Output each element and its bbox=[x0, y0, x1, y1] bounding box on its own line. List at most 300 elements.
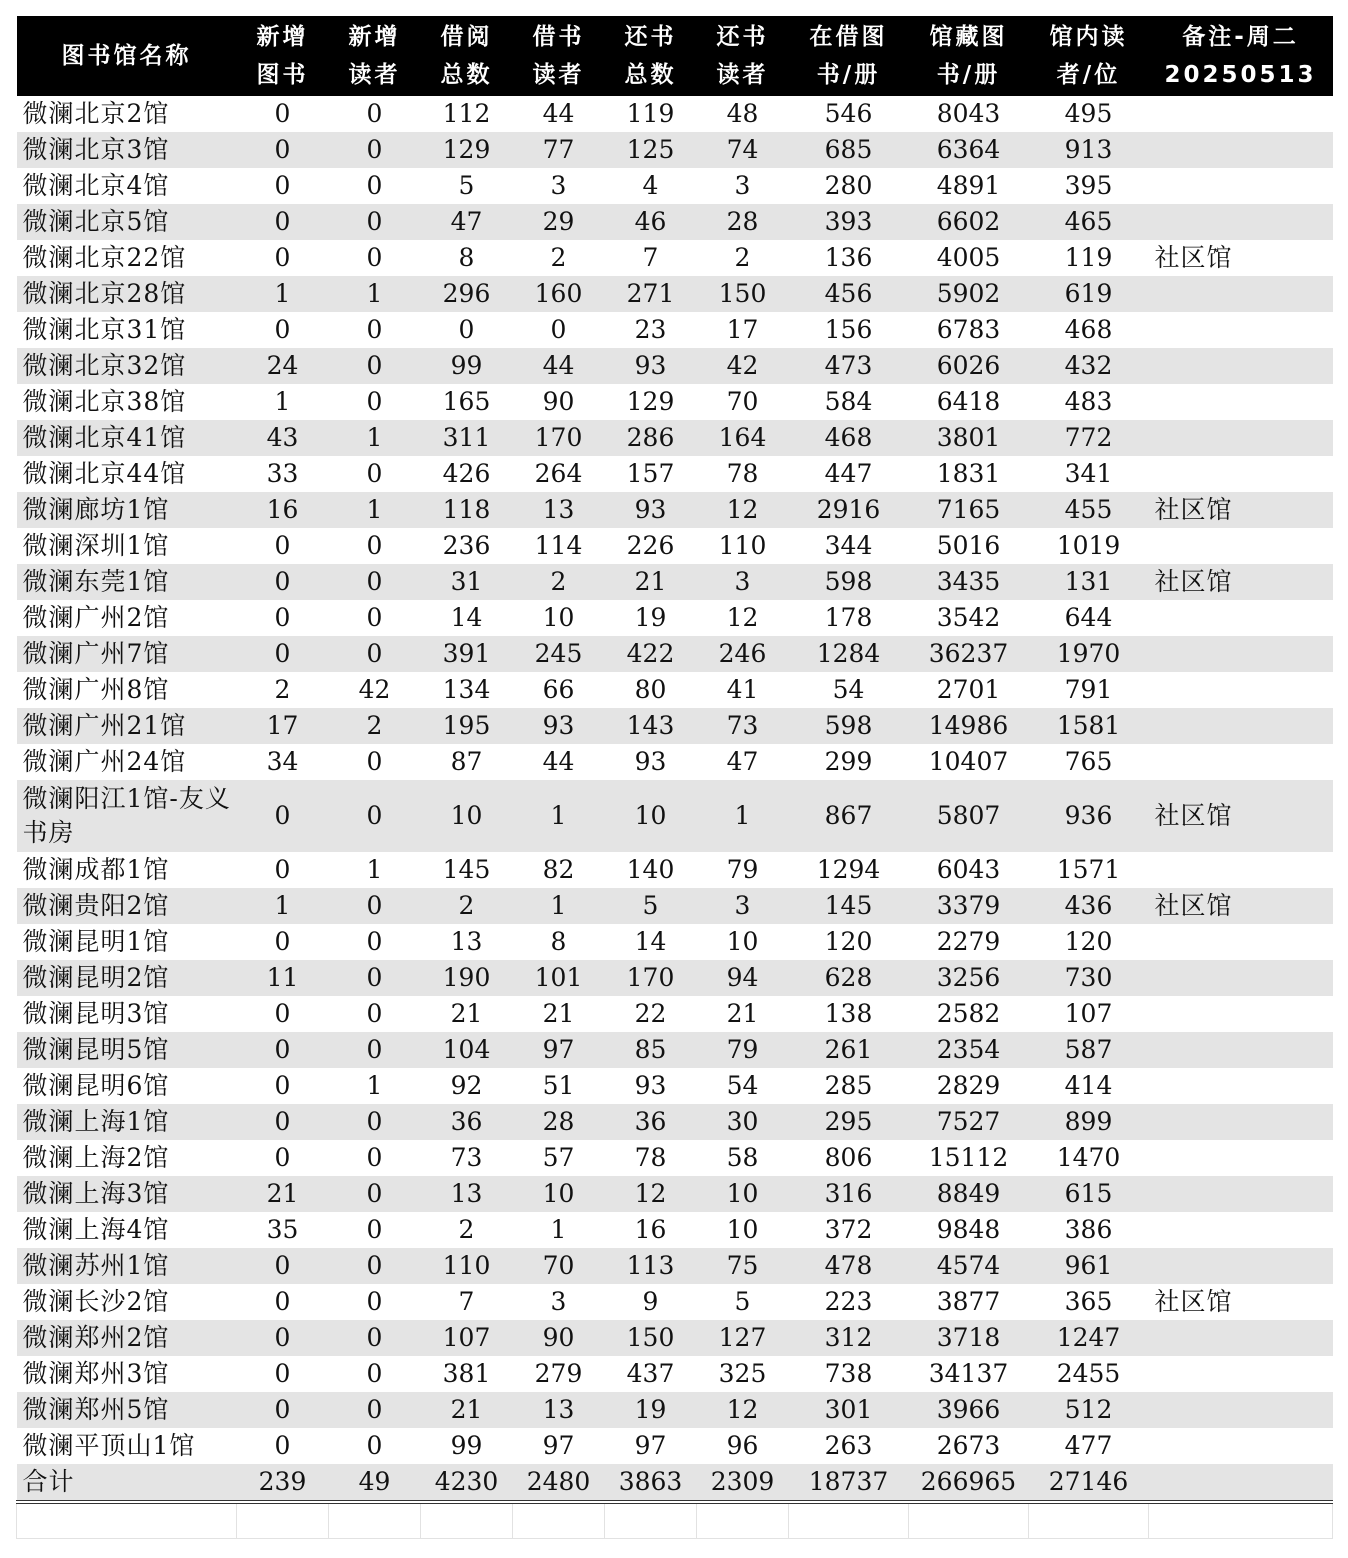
total-borrowed-cell: 2 bbox=[421, 888, 513, 924]
notes-cell bbox=[1149, 96, 1333, 132]
borrowing-readers-cell: 13 bbox=[513, 492, 605, 528]
new-readers-cell: 2 bbox=[329, 708, 421, 744]
collection-size-cell: 3435 bbox=[909, 564, 1029, 600]
borrowing-readers-cell: 93 bbox=[513, 708, 605, 744]
total-returned-cell: 22 bbox=[634, 999, 667, 1028]
total-borrowed-cell: 13 bbox=[450, 927, 483, 956]
books-on-loan-cell: 54 bbox=[832, 675, 865, 704]
collection-size-cell: 3877 bbox=[936, 1287, 1001, 1316]
notes-cell bbox=[1149, 1032, 1333, 1068]
table-row bbox=[17, 564, 1333, 600]
library-name-cell: 微澜上海3馆 bbox=[17, 1176, 237, 1212]
new-readers-cell: 0 bbox=[366, 603, 383, 632]
returning-readers-cell: 41 bbox=[726, 675, 759, 704]
table-row bbox=[17, 852, 1333, 888]
header-total-returned: 还书 总数 bbox=[605, 16, 697, 96]
books-on-loan-cell: 285 bbox=[824, 1071, 873, 1100]
borrowing-readers-cell: 2 bbox=[550, 243, 567, 272]
notes-cell bbox=[1149, 1392, 1333, 1428]
notes-cell bbox=[1149, 276, 1333, 312]
collection-size-cell: 6418 bbox=[936, 387, 1001, 416]
new-readers-cell: 0 bbox=[366, 243, 383, 272]
books-on-loan-cell: 685 bbox=[789, 132, 909, 168]
borrowing-readers-cell: 44 bbox=[542, 99, 575, 128]
books-on-loan-cell: 598 bbox=[789, 564, 909, 600]
total-borrowed-cell: 381 bbox=[442, 1359, 491, 1388]
new-readers-cell: 42 bbox=[358, 675, 391, 704]
new-readers-cell: 1 bbox=[366, 855, 383, 884]
notes-cell bbox=[1149, 1176, 1333, 1212]
total-borrowed-cell: 99 bbox=[421, 348, 513, 384]
notes-cell bbox=[1149, 924, 1333, 960]
total-returned-cell: 271 bbox=[605, 276, 697, 312]
collection-size-cell: 14986 bbox=[909, 708, 1029, 744]
empty-cell[interactable] bbox=[421, 1502, 513, 1539]
notes-cell: 社区馆 bbox=[1149, 492, 1333, 528]
new-readers-cell: 0 bbox=[329, 1032, 421, 1068]
notes-cell: 社区馆 bbox=[1149, 888, 1333, 924]
library-name-cell: 微澜上海4馆 bbox=[22, 1215, 170, 1244]
library-name-cell: 微澜东莞1馆 bbox=[17, 564, 237, 600]
borrowing-readers-cell: 10 bbox=[542, 603, 575, 632]
library-name-cell: 微澜北京3馆 bbox=[17, 132, 237, 168]
in-house-readers-cell: 107 bbox=[1064, 999, 1113, 1028]
table-row bbox=[17, 1212, 1333, 1248]
new-books-cell: 0 bbox=[274, 531, 291, 560]
library-name-cell: 微澜北京5馆 bbox=[17, 204, 237, 240]
in-house-readers-cell: 615 bbox=[1029, 1176, 1149, 1212]
new-books-cell: 0 bbox=[274, 603, 291, 632]
empty-cell[interactable] bbox=[909, 1502, 1029, 1539]
new-books-cell: 0 bbox=[274, 171, 291, 200]
total-borrowed-cell: 145 bbox=[442, 855, 491, 884]
borrowing-readers-cell: 10 bbox=[513, 1176, 605, 1212]
total-row bbox=[17, 1464, 1333, 1502]
notes-cell bbox=[1149, 1356, 1333, 1392]
total-returned-cell: 93 bbox=[634, 1071, 667, 1100]
new-readers-cell: 0 bbox=[366, 315, 383, 344]
table-row bbox=[17, 996, 1333, 1032]
new-readers-cell: 0 bbox=[329, 132, 421, 168]
new-readers-cell: 1 bbox=[329, 492, 421, 528]
total-returned-cell: 150 bbox=[605, 1320, 697, 1356]
notes-cell bbox=[1149, 708, 1333, 744]
table-row bbox=[17, 96, 1333, 132]
borrowing-readers-cell: 97 bbox=[542, 1431, 575, 1460]
new-books-cell: 33 bbox=[266, 459, 299, 488]
borrowing-readers-cell: 170 bbox=[513, 420, 605, 456]
notes-cell bbox=[1149, 744, 1333, 780]
library-name-cell: 微澜北京41馆 bbox=[17, 420, 237, 456]
collection-size-cell: 4574 bbox=[909, 1248, 1029, 1284]
collection-size-cell: 15112 bbox=[928, 1143, 1009, 1172]
library-name-cell: 微澜昆明6馆 bbox=[22, 1071, 170, 1100]
in-house-readers-cell: 936 bbox=[1029, 780, 1149, 852]
borrowing-readers-cell: 160 bbox=[513, 276, 605, 312]
returning-readers-cell: 73 bbox=[697, 708, 789, 744]
new-books-cell: 35 bbox=[266, 1215, 299, 1244]
total-returning-readers-cell: 2309 bbox=[697, 1464, 789, 1502]
returning-readers-cell: 246 bbox=[697, 636, 789, 672]
library-name-cell: 微澜贵阳2馆 bbox=[17, 888, 237, 924]
table-row bbox=[17, 672, 1333, 708]
in-house-readers-cell: 131 bbox=[1029, 564, 1149, 600]
borrowing-readers-cell: 90 bbox=[513, 1320, 605, 1356]
returning-readers-cell: 79 bbox=[697, 1032, 789, 1068]
books-on-loan-cell: 299 bbox=[824, 747, 873, 776]
collection-size-cell: 2354 bbox=[909, 1032, 1029, 1068]
new-readers-cell: 0 bbox=[366, 1431, 383, 1460]
new-books-cell: 0 bbox=[237, 1320, 329, 1356]
in-house-readers-cell: 899 bbox=[1029, 1104, 1149, 1140]
books-on-loan-cell: 138 bbox=[824, 999, 873, 1028]
notes-cell bbox=[1149, 960, 1333, 996]
notes-cell: 社区馆 bbox=[1149, 564, 1333, 600]
new-books-cell: 0 bbox=[237, 1104, 329, 1140]
books-on-loan-cell: 738 bbox=[824, 1359, 873, 1388]
total-returned-cell: 119 bbox=[626, 99, 675, 128]
table-row bbox=[17, 888, 1333, 924]
table-row bbox=[17, 924, 1333, 960]
total-total-borrowed-cell: 4230 bbox=[421, 1464, 513, 1502]
total-in-house-readers-cell: 27146 bbox=[1029, 1464, 1149, 1502]
notes-cell bbox=[1149, 420, 1333, 456]
empty-cell[interactable] bbox=[513, 1502, 605, 1539]
borrowing-readers-cell: 28 bbox=[513, 1104, 605, 1140]
borrowing-readers-cell: 21 bbox=[542, 999, 575, 1028]
collection-size-cell: 2829 bbox=[936, 1071, 1001, 1100]
returning-readers-cell: 2 bbox=[734, 243, 751, 272]
table-row bbox=[17, 1248, 1333, 1284]
new-books-cell: 2 bbox=[274, 675, 291, 704]
returning-readers-cell: 96 bbox=[726, 1431, 759, 1460]
empty-cell[interactable] bbox=[329, 1502, 421, 1539]
new-readers-cell: 0 bbox=[329, 564, 421, 600]
library-name-cell: 微澜北京28馆 bbox=[17, 276, 237, 312]
total-returned-cell: 93 bbox=[605, 492, 697, 528]
collection-size-cell: 3256 bbox=[909, 960, 1029, 996]
total-borrowed-cell: 134 bbox=[442, 675, 491, 704]
notes-cell bbox=[1149, 1320, 1333, 1356]
table-row bbox=[17, 600, 1333, 636]
books-on-loan-cell: 473 bbox=[789, 348, 909, 384]
returning-readers-cell: 3 bbox=[697, 564, 789, 600]
total-borrowed-cell: 165 bbox=[442, 387, 491, 416]
collection-size-cell: 6783 bbox=[936, 315, 1001, 344]
total-returned-cell: 286 bbox=[605, 420, 697, 456]
returning-readers-cell: 110 bbox=[718, 531, 767, 560]
borrowing-readers-cell: 2 bbox=[513, 564, 605, 600]
new-books-cell: 0 bbox=[237, 564, 329, 600]
in-house-readers-cell: 386 bbox=[1064, 1215, 1113, 1244]
table-row bbox=[17, 1356, 1333, 1392]
total-total-returned-cell: 3863 bbox=[605, 1464, 697, 1502]
header-library-name: 图书馆名称 bbox=[17, 16, 237, 96]
total-returned-cell: 226 bbox=[626, 531, 675, 560]
empty-cell[interactable] bbox=[237, 1502, 329, 1539]
returning-readers-cell: 58 bbox=[726, 1143, 759, 1172]
new-books-cell: 0 bbox=[237, 636, 329, 672]
collection-size-cell: 5807 bbox=[909, 780, 1029, 852]
in-house-readers-cell: 765 bbox=[1064, 747, 1113, 776]
total-new-readers-cell: 49 bbox=[329, 1464, 421, 1502]
in-house-readers-cell: 2455 bbox=[1056, 1359, 1121, 1388]
books-on-loan-cell: 867 bbox=[789, 780, 909, 852]
books-on-loan-cell: 598 bbox=[789, 708, 909, 744]
books-on-loan-cell: 456 bbox=[789, 276, 909, 312]
header-row bbox=[17, 16, 1333, 96]
collection-size-cell: 2279 bbox=[936, 927, 1001, 956]
new-books-cell: 0 bbox=[274, 855, 291, 884]
new-books-cell: 0 bbox=[237, 1032, 329, 1068]
borrowing-readers-cell: 3 bbox=[550, 1287, 567, 1316]
in-house-readers-cell: 495 bbox=[1064, 99, 1113, 128]
returning-readers-cell: 325 bbox=[718, 1359, 767, 1388]
new-books-cell: 16 bbox=[237, 492, 329, 528]
table-row bbox=[17, 420, 1333, 456]
collection-size-cell: 6043 bbox=[936, 855, 1001, 884]
collection-size-cell: 3542 bbox=[936, 603, 1001, 632]
borrowing-readers-cell: 44 bbox=[542, 747, 575, 776]
total-returned-cell: 23 bbox=[634, 315, 667, 344]
new-readers-cell: 0 bbox=[366, 1287, 383, 1316]
new-books-cell: 43 bbox=[237, 420, 329, 456]
table-row bbox=[17, 1428, 1333, 1464]
borrowing-readers-cell: 101 bbox=[513, 960, 605, 996]
books-on-loan-cell: 546 bbox=[824, 99, 873, 128]
returning-readers-cell: 12 bbox=[697, 492, 789, 528]
library-name-cell: 微澜上海1馆 bbox=[17, 1104, 237, 1140]
new-books-cell: 1 bbox=[274, 387, 291, 416]
new-books-cell: 0 bbox=[274, 927, 291, 956]
new-readers-cell: 0 bbox=[329, 348, 421, 384]
new-readers-cell: 0 bbox=[366, 1215, 383, 1244]
returning-readers-cell: 12 bbox=[697, 1392, 789, 1428]
books-on-loan-cell: 301 bbox=[789, 1392, 909, 1428]
new-books-cell: 0 bbox=[274, 1071, 291, 1100]
total-returned-cell: 437 bbox=[626, 1359, 675, 1388]
in-house-readers-cell: 455 bbox=[1029, 492, 1149, 528]
total-borrowed-cell: 36 bbox=[421, 1104, 513, 1140]
returning-readers-cell: 3 bbox=[697, 888, 789, 924]
total-books-on-loan-cell: 18737 bbox=[789, 1464, 909, 1502]
books-on-loan-cell: 628 bbox=[789, 960, 909, 996]
table-row bbox=[17, 492, 1333, 528]
borrowing-readers-cell: 77 bbox=[513, 132, 605, 168]
table-row bbox=[17, 708, 1333, 744]
table-row bbox=[17, 312, 1333, 348]
empty-row bbox=[17, 1502, 1333, 1539]
in-house-readers-cell: 483 bbox=[1064, 387, 1113, 416]
empty-cell[interactable] bbox=[1029, 1502, 1149, 1539]
new-books-cell: 11 bbox=[237, 960, 329, 996]
total-borrowed-cell: 118 bbox=[421, 492, 513, 528]
new-readers-cell: 0 bbox=[329, 780, 421, 852]
new-books-cell: 0 bbox=[274, 315, 291, 344]
collection-size-cell: 6026 bbox=[909, 348, 1029, 384]
books-on-loan-cell: 1294 bbox=[816, 855, 881, 884]
total-returned-cell: 36 bbox=[605, 1104, 697, 1140]
new-readers-cell: 1 bbox=[366, 1071, 383, 1100]
borrowing-readers-cell: 44 bbox=[513, 348, 605, 384]
in-house-readers-cell: 587 bbox=[1029, 1032, 1149, 1068]
library-stats-table bbox=[16, 16, 1333, 1539]
notes-cell bbox=[1149, 636, 1333, 672]
collection-size-cell: 3966 bbox=[909, 1392, 1029, 1428]
total-borrowed-cell: 47 bbox=[421, 204, 513, 240]
in-house-readers-cell: 414 bbox=[1064, 1071, 1113, 1100]
empty-cell[interactable] bbox=[17, 1502, 237, 1539]
total-borrowed-cell: 10 bbox=[421, 780, 513, 852]
new-readers-cell: 0 bbox=[329, 1104, 421, 1140]
total-returned-cell: 9 bbox=[642, 1287, 659, 1316]
new-books-cell: 0 bbox=[274, 1359, 291, 1388]
new-books-cell: 17 bbox=[237, 708, 329, 744]
collection-size-cell: 2701 bbox=[936, 675, 1001, 704]
total-borrowed-cell: 31 bbox=[421, 564, 513, 600]
new-readers-cell: 1 bbox=[329, 420, 421, 456]
table-row bbox=[17, 168, 1333, 204]
new-readers-cell: 0 bbox=[329, 1248, 421, 1284]
total-borrowed-cell: 296 bbox=[421, 276, 513, 312]
new-books-cell: 1 bbox=[237, 276, 329, 312]
returning-readers-cell: 74 bbox=[697, 132, 789, 168]
collection-size-cell: 10407 bbox=[928, 747, 1009, 776]
books-on-loan-cell: 280 bbox=[824, 171, 873, 200]
library-name-cell: 微澜上海2馆 bbox=[22, 1143, 170, 1172]
empty-cell[interactable] bbox=[1149, 1502, 1333, 1539]
total-borrowed-cell: 195 bbox=[421, 708, 513, 744]
total-borrowed-cell: 311 bbox=[421, 420, 513, 456]
new-readers-cell: 0 bbox=[329, 636, 421, 672]
total-borrowed-cell: 14 bbox=[450, 603, 483, 632]
total-returned-cell: 5 bbox=[605, 888, 697, 924]
returning-readers-cell: 21 bbox=[726, 999, 759, 1028]
total-returned-cell: 85 bbox=[605, 1032, 697, 1068]
in-house-readers-cell: 1571 bbox=[1056, 855, 1121, 884]
total-borrowed-cell: 99 bbox=[450, 1431, 483, 1460]
new-readers-cell: 0 bbox=[329, 204, 421, 240]
notes-cell bbox=[1149, 672, 1333, 708]
total-returned-cell: 19 bbox=[605, 1392, 697, 1428]
new-readers-cell: 0 bbox=[329, 960, 421, 996]
library-name-cell: 微澜郑州5馆 bbox=[17, 1392, 237, 1428]
collection-size-cell: 9848 bbox=[936, 1215, 1001, 1244]
library-name-cell: 微澜北京31馆 bbox=[22, 315, 187, 344]
new-readers-cell: 0 bbox=[366, 1143, 383, 1172]
collection-size-cell: 8849 bbox=[909, 1176, 1029, 1212]
library-name-cell: 微澜成都1馆 bbox=[22, 855, 170, 884]
borrowing-readers-cell: 0 bbox=[550, 315, 567, 344]
empty-cell[interactable] bbox=[605, 1502, 697, 1539]
table-row bbox=[17, 1068, 1333, 1104]
in-house-readers-cell: 772 bbox=[1029, 420, 1149, 456]
total-borrowed-cell: 129 bbox=[421, 132, 513, 168]
books-on-loan-cell: 223 bbox=[824, 1287, 873, 1316]
total-returned-cell: 80 bbox=[634, 675, 667, 704]
empty-cell[interactable] bbox=[697, 1502, 789, 1539]
collection-size-cell: 6602 bbox=[909, 204, 1029, 240]
collection-size-cell: 3801 bbox=[909, 420, 1029, 456]
borrowing-readers-cell: 57 bbox=[542, 1143, 575, 1172]
borrowing-readers-cell: 264 bbox=[534, 459, 583, 488]
new-readers-cell: 0 bbox=[366, 459, 383, 488]
books-on-loan-cell: 344 bbox=[824, 531, 873, 560]
total-notes-cell bbox=[1149, 1464, 1333, 1502]
borrowing-readers-cell: 51 bbox=[542, 1071, 575, 1100]
header-in-house-readers: 馆内读 者/位 bbox=[1029, 16, 1149, 96]
library-name-cell: 微澜北京32馆 bbox=[17, 348, 237, 384]
library-name-cell: 微澜广州24馆 bbox=[22, 747, 187, 776]
new-books-cell: 0 bbox=[237, 780, 329, 852]
new-books-cell: 0 bbox=[237, 1392, 329, 1428]
borrowing-readers-cell: 1 bbox=[550, 1215, 567, 1244]
notes-cell bbox=[1149, 528, 1333, 564]
collection-size-cell: 3379 bbox=[909, 888, 1029, 924]
new-books-cell: 24 bbox=[237, 348, 329, 384]
library-name-cell: 微澜昆明3馆 bbox=[22, 999, 170, 1028]
new-books-cell: 0 bbox=[274, 243, 291, 272]
returning-readers-cell: 28 bbox=[697, 204, 789, 240]
books-on-loan-cell: 263 bbox=[824, 1431, 873, 1460]
table-row bbox=[17, 204, 1333, 240]
total-returned-cell: 4 bbox=[642, 171, 659, 200]
total-borrowed-cell: 5 bbox=[458, 171, 475, 200]
in-house-readers-cell: 791 bbox=[1064, 675, 1113, 704]
empty-cell[interactable] bbox=[789, 1502, 909, 1539]
returning-readers-cell: 47 bbox=[726, 747, 759, 776]
total-new-books-cell: 239 bbox=[237, 1464, 329, 1502]
collection-size-cell: 2582 bbox=[936, 999, 1001, 1028]
in-house-readers-cell: 619 bbox=[1029, 276, 1149, 312]
table-row bbox=[17, 348, 1333, 384]
borrowing-readers-cell: 3 bbox=[550, 171, 567, 200]
total-borrowed-cell: 236 bbox=[442, 531, 491, 560]
total-borrowed-cell: 426 bbox=[442, 459, 491, 488]
returning-readers-cell: 54 bbox=[726, 1071, 759, 1100]
new-readers-cell: 1 bbox=[329, 276, 421, 312]
total-returned-cell: 21 bbox=[605, 564, 697, 600]
table-row bbox=[17, 1176, 1333, 1212]
total-returned-cell: 7 bbox=[642, 243, 659, 272]
library-name-cell: 微澜广州8馆 bbox=[22, 675, 170, 704]
total-borrowed-cell: 8 bbox=[458, 243, 475, 272]
library-name-cell: 微澜廊坊1馆 bbox=[17, 492, 237, 528]
in-house-readers-cell: 465 bbox=[1029, 204, 1149, 240]
collection-size-cell: 36237 bbox=[909, 636, 1029, 672]
table-row bbox=[17, 1140, 1333, 1176]
notes-cell bbox=[1149, 456, 1333, 492]
in-house-readers-cell: 477 bbox=[1064, 1431, 1113, 1460]
table-row bbox=[17, 456, 1333, 492]
notes-cell bbox=[1149, 384, 1333, 420]
notes-cell: 社区馆 bbox=[1149, 780, 1333, 852]
total-borrowed-cell: 7 bbox=[458, 1287, 475, 1316]
borrowing-readers-cell: 245 bbox=[513, 636, 605, 672]
notes-cell bbox=[1149, 312, 1333, 348]
total-returned-cell: 78 bbox=[634, 1143, 667, 1172]
in-house-readers-cell: 512 bbox=[1029, 1392, 1149, 1428]
total-returned-cell: 140 bbox=[626, 855, 675, 884]
returning-readers-cell: 10 bbox=[726, 927, 759, 956]
library-name-cell: 微澜北京4馆 bbox=[22, 171, 170, 200]
total-returned-cell: 143 bbox=[605, 708, 697, 744]
returning-readers-cell: 164 bbox=[697, 420, 789, 456]
total-returned-cell: 12 bbox=[605, 1176, 697, 1212]
new-books-cell: 0 bbox=[274, 1287, 291, 1316]
returning-readers-cell: 75 bbox=[697, 1248, 789, 1284]
books-on-loan-cell: 372 bbox=[824, 1215, 873, 1244]
